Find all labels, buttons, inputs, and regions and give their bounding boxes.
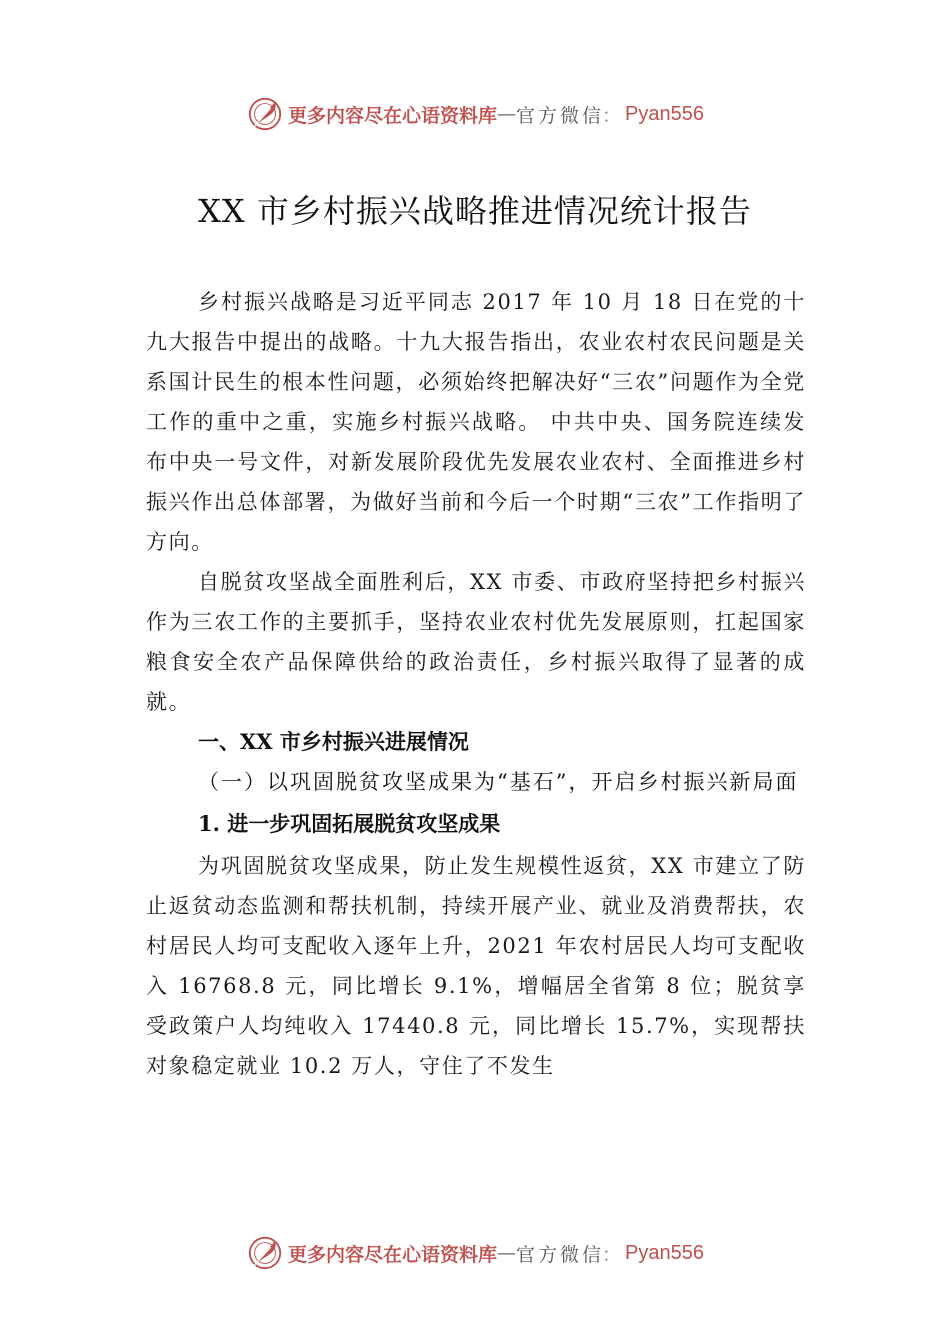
watermark-separator: — [497,1242,516,1264]
watermark-colon: ： [602,1243,622,1266]
watermark-label: 官方微信 [516,1243,605,1266]
watermark-brand-text: 更多内容尽在心语资料库 [287,1243,497,1266]
watermark-brand-text: 更多内容尽在心语资料库 [287,104,497,127]
paragraph-poverty-results: 为巩固脱贫攻坚成果，防止发生规模性返贫，XX 市建立了防止返贫动态监测和帮扶机制，持续开展产业、就业及消费帮扶，农村居民人均可支配收入逐年上升，2021 年农村居民人均可支配收入 16768.8 元，同比增长 9.1%，增幅居全省第 8 位；脱贫享受政策户人均纯收入 17440.8 元，同比增长 15.7%，实现帮扶对象稳定就业 10.2 万人，守住了不发生 [146,854,806,1078]
document-title: XX 市乡村振兴战略推进情况统计报告 [198,192,752,230]
watermark-colon: ： [602,104,622,127]
item-heading-1: 1. 进一步巩固拓展脱贫攻坚成果 [198,811,501,836]
header-watermark [0,94,950,134]
subsection-heading-1: （一）以巩固脱贫攻坚成果为“基石”，开启乡村振兴新局面 [198,770,799,794]
paragraph-achievements: 自脱贫攻坚战全面胜利后，XX 市委、市政府坚持把乡村振兴作为三农工作的主要抓手，坚持农业农村优先发展原则，扛起国家粮食安全农产品保障供给的政治责任，乡村振兴取得了显著的成就。 [146,570,806,714]
watermark-label: 官方微信 [516,104,605,127]
section-heading-1: 一、XX 市乡村振兴进展情况 [198,729,469,754]
footer-watermark [0,1233,950,1273]
watermark-wechat-id: Pyan556 [625,102,704,125]
document-body [146,282,806,1086]
watermark-wechat-id: Pyan556 [625,1241,704,1264]
feather-pen-logo-icon [246,95,284,133]
paragraph-intro: 乡村振兴战略是习近平同志 2017 年 10 月 18 日在党的十九大报告中提出的战略。十九大报告指出，农业农村农民问题是关系国计民生的根本性问题，必须始终把解决好“三农”问题作为全党工作的重中之重，实施乡村振兴战略。 中共中央、国务院连续发布中央一号文件，对新发展阶段优先发展农业农村、全面推进乡村振兴作出总体部署，为做好当前和今后一个时期“三农”工作指明了方向。 [146,290,806,554]
watermark-separator: — [497,103,516,125]
feather-pen-logo-icon [246,1234,284,1272]
